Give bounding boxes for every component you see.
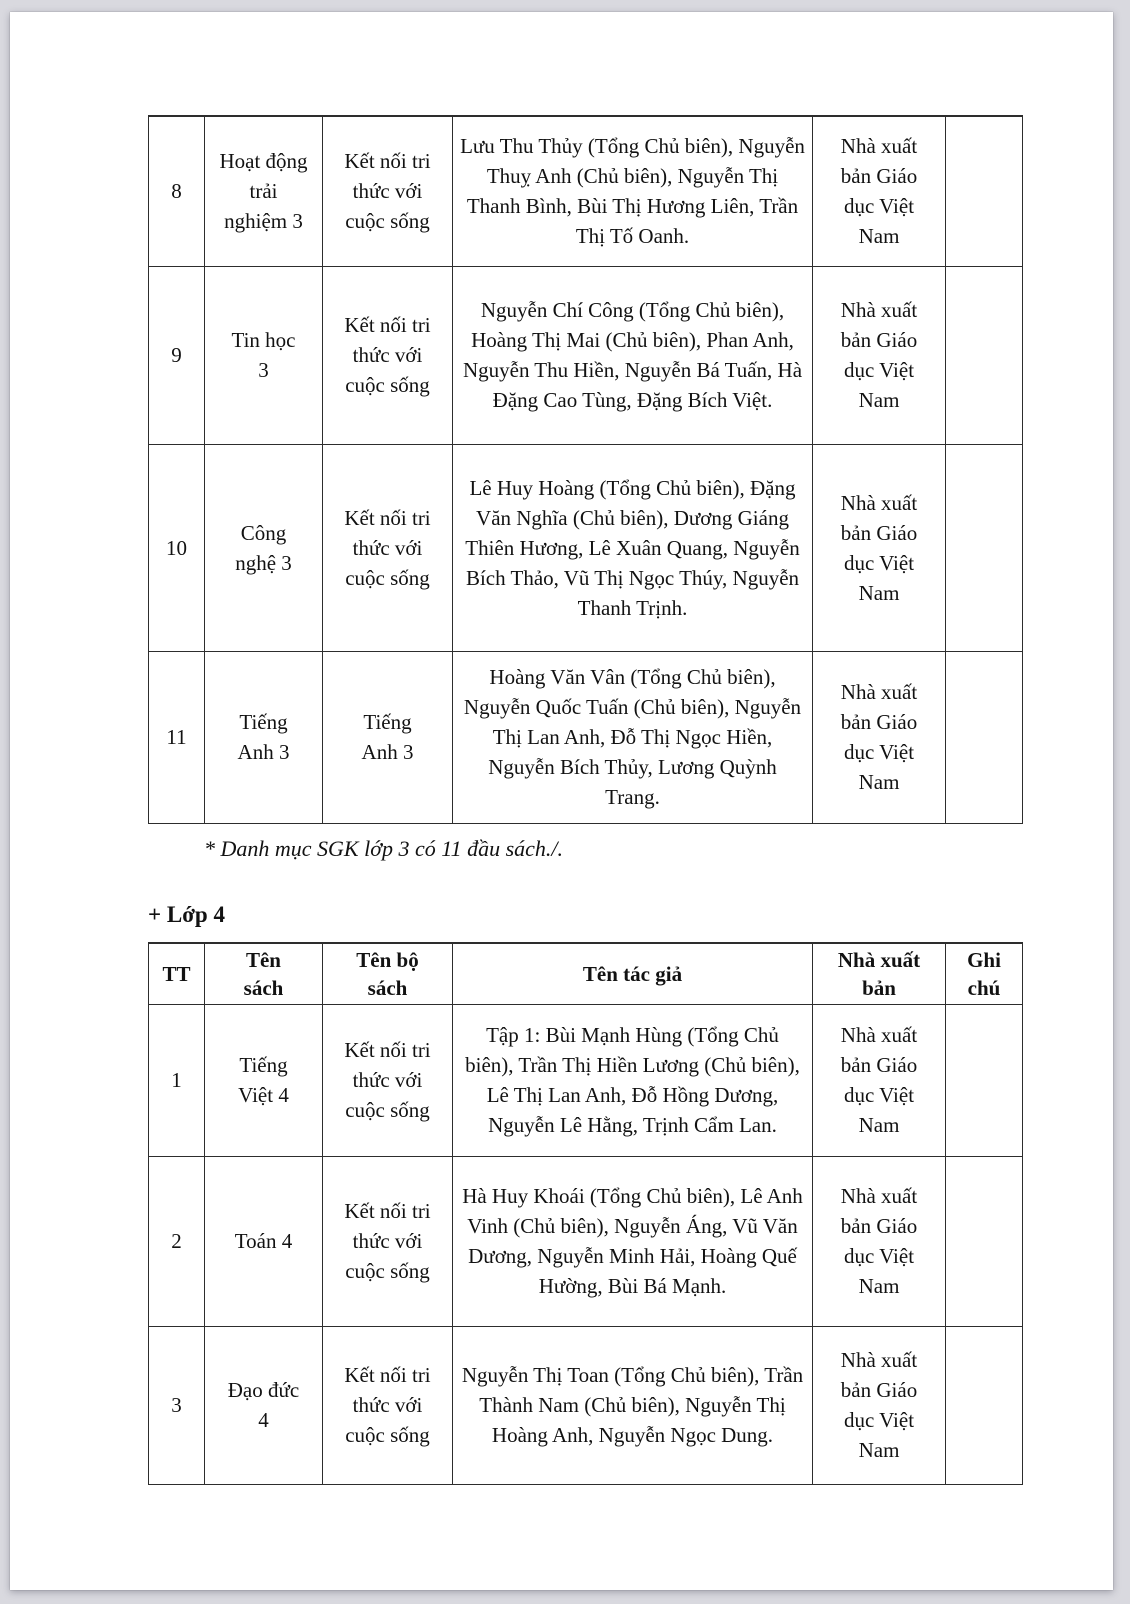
cell-text: 11 [166,725,187,749]
cell-text: Nhà xuất bản Giáo dục Việt Nam [840,1184,918,1298]
header-ghi-chu [946,943,1023,1005]
cell-nha-xuat-ban [813,266,946,444]
table-row [149,651,1023,823]
cell-text: Nhà xuất bản Giáo dục Việt Nam [840,490,918,605]
cell-nha-xuat-ban [813,1004,946,1156]
table-row [149,1156,1023,1326]
cell-text: Nhà xuất bản Giáo dục Việt Nam [840,680,918,794]
cell-tt [149,444,205,651]
cell-tt [149,1326,205,1484]
cell-tac-gia [453,266,813,444]
cell-text: 1 [171,1068,182,1092]
cell-text: Lê Huy Hoàng (Tổng Chủ biên), Đặng Văn Nghĩa (Chủ biên), Dương Giáng Thiên Hương, Lê Xuân Quang, Nguyễn Bích Thảo, Vũ Thị Ngọc Thúy, Nguyễn Thanh Trịnh. [465,475,800,620]
cell-tt [149,116,205,266]
header-nha-xuat-ban [813,943,946,1005]
cell-ten-bo-sach [323,1326,453,1484]
cell-text: 10 [166,535,187,560]
cell-text: Hà Huy Khoái (Tổng Chủ biên), Lê Anh Vinh (Chủ biên), Nguyễn Áng, Vũ Văn Dương, Nguyễn Minh Hải, Hoàng Quế Hường, Bùi Bá Mạnh. [462,1184,803,1298]
cell-ghi-chu [946,1326,1023,1484]
cell-ghi-chu [946,116,1023,266]
header-text: Nhà xuất bản [837,947,921,1000]
table-row [149,1004,1023,1156]
cell-ten-bo-sach [323,1004,453,1156]
cell-ten-sach [205,651,323,823]
cell-text: Tin học 3 [231,328,296,382]
cell-ten-bo-sach [323,116,453,266]
cell-text: Tiếng Anh 3 [361,710,414,764]
grade4-heading: + Lớp 4 [148,901,225,927]
cell-ten-bo-sach [323,266,453,444]
document-page [10,12,1113,1590]
header-ten-bo-sach [323,943,453,1005]
header-ten-sach [205,943,323,1005]
grade4-textbook-table [148,942,1023,1485]
cell-text: Kết nối tri thức với cuộc sống [344,505,431,590]
cell-nha-xuat-ban [813,1156,946,1326]
cell-tac-gia [453,651,813,823]
cell-tac-gia [453,1326,813,1484]
cell-text: Nguyễn Chí Công (Tổng Chủ biên), Hoàng Thị Mai (Chủ biên), Phan Anh, Nguyễn Thu Hiền, Nguyễn Bá Tuấn, Hà Đặng Cao Tùng, Đặng Bích Việt. [462,298,803,412]
cell-text: Nhà xuất bản Giáo dục Việt Nam [840,1348,918,1462]
header-text: Tên bộ sách [356,947,419,1000]
cell-text: 8 [171,179,182,204]
cell-tac-gia [453,444,813,651]
cell-ten-sach [205,266,323,444]
cell-ten-bo-sach [323,444,453,651]
cell-text: Tập 1: Bùi Mạnh Hùng (Tổng Chủ biên), Trần Thị Hiền Lương (Chủ biên), Lê Thị Lan Anh, Đỗ Hồng Dương, Nguyễn Lê Hằng, Trịnh Cẩm Lan. [465,1023,800,1137]
header-tac-gia [453,943,813,1005]
cell-text: Tiếng Việt 4 [238,1053,289,1107]
cell-text: Nguyễn Thị Toan (Tổng Chủ biên), Trần Thành Nam (Chủ biên), Nguyễn Thị Hoàng Anh, Nguyễn Ngọc Dung. [461,1363,804,1447]
cell-ten-sach [205,1326,323,1484]
cell-text: Công nghệ 3 [235,520,292,575]
cell-text: Hoạt động trải nghiệm 3 [219,149,308,234]
cell-ten-sach [205,1156,323,1326]
cell-text: Tiếng Anh 3 [237,710,290,764]
header-text: Tên tác giả [582,961,683,986]
cell-text: Kết nối tri thức với cuộc sống [344,149,431,234]
cell-text: Hoàng Văn Vân (Tổng Chủ biên), Nguyễn Quốc Tuấn (Chủ biên), Nguyễn Thị Lan Anh, Đỗ Thị Ngọc Hiền, Nguyễn Bích Thủy, Lương Quỳnh Trang. [463,665,802,809]
cell-nha-xuat-ban [813,444,946,651]
cell-ten-sach [205,1004,323,1156]
cell-text: Kết nối tri thức với cuộc sống [344,1363,431,1447]
header-text: Ghi chú [967,947,1001,1000]
table-row [149,266,1023,444]
cell-tac-gia [453,1004,813,1156]
cell-ten-bo-sach [323,651,453,823]
cell-nha-xuat-ban [813,1326,946,1484]
cell-nha-xuat-ban [813,116,946,266]
cell-tac-gia [453,1156,813,1326]
cell-tt [149,266,205,444]
cell-ghi-chu [946,1004,1023,1156]
table-row [149,444,1023,651]
cell-text: Nhà xuất bản Giáo dục Việt Nam [840,1023,918,1137]
cell-ghi-chu [946,651,1023,823]
table-row [149,116,1023,266]
cell-tt [149,651,205,823]
cell-text: Nhà xuất bản Giáo dục Việt Nam [840,134,918,249]
table-row [149,1326,1023,1484]
cell-text: Nhà xuất bản Giáo dục Việt Nam [840,298,918,412]
cell-text: 9 [171,343,182,367]
cell-tac-gia [453,116,813,266]
cell-tt [149,1004,205,1156]
cell-ghi-chu [946,266,1023,444]
cell-text: 3 [171,1393,182,1417]
cell-text: Toán 4 [234,1229,293,1253]
table-header-row [149,943,1023,1005]
grade3-textbook-table [148,115,1023,824]
header-text: Tên sách [243,947,284,1000]
cell-ghi-chu [946,444,1023,651]
cell-nha-xuat-ban [813,651,946,823]
cell-tt [149,1156,205,1326]
grade3-note: * Danh mục SGK lớp 3 có 11 đầu sách./. [204,835,564,861]
document-content [148,115,1048,1485]
header-text: TT [162,961,191,986]
cell-ten-sach [205,444,323,651]
cell-ten-sach [205,116,323,266]
cell-text: 2 [171,1229,182,1253]
cell-text: Kết nối tri thức với cuộc sống [344,1038,431,1122]
cell-ghi-chu [946,1156,1023,1326]
cell-text: Lưu Thu Thủy (Tổng Chủ biên), Nguyễn Thuỵ Anh (Chủ biên), Nguyễn Thị Thanh Bình, Bùi Thị Hương Liên, Trần Thị Tố Oanh. [460,134,805,249]
cell-ten-bo-sach [323,1156,453,1326]
cell-text: Kết nối tri thức với cuộc sống [344,313,431,397]
cell-text: Kết nối tri thức với cuộc sống [344,1199,431,1283]
header-tt [149,943,205,1005]
cell-text: Đạo đức 4 [227,1378,300,1432]
